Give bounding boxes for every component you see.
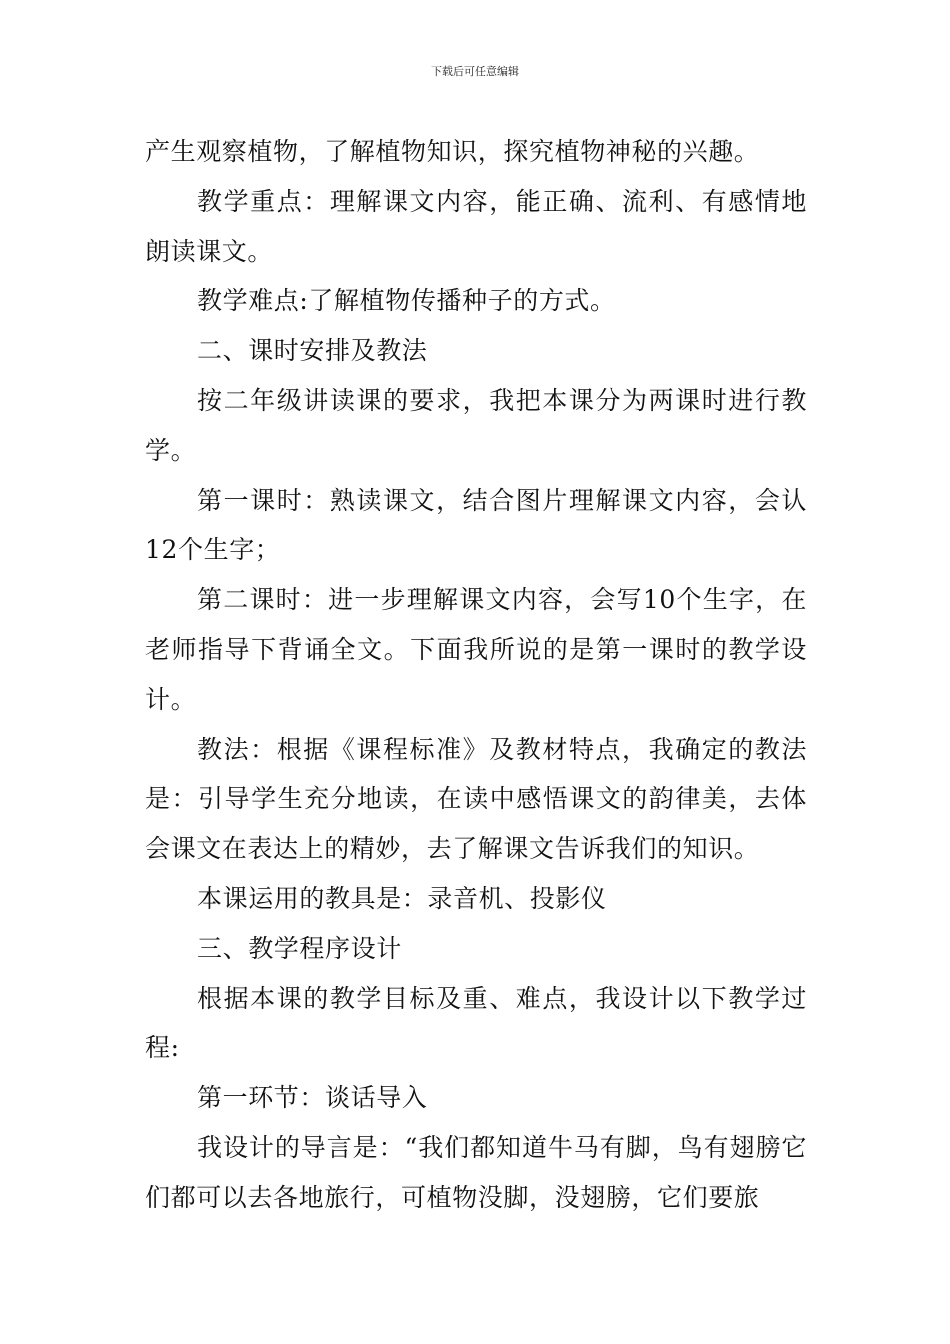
paragraph-introduction: 我设计的导言是：“我们都知道牛马有脚，鸟有翅膀它们都可以去各地旅行，可植物没脚，没翅膀，它们要旅	[145, 1132, 807, 1212]
subsection-heading: 第一环节：谈话导入	[197, 1083, 428, 1113]
paragraph-lesson-2: 第二课时：进一步理解课文内容，会写10个生字，在老师指导下背诵全文。下面我所说的是第一课时的教学设计。	[145, 585, 807, 714]
paragraph-teaching-focus: 教学重点：理解课文内容，能正确、流利、有感情地朗读课文。	[145, 186, 807, 266]
paragraph: 产生观察植物，了解植物知识，探究植物神秘的兴趣。	[145, 137, 760, 166]
document-body	[145, 127, 807, 1223]
paragraph-teaching-difficulty: 教学难点:了解植物传播种子的方式。	[197, 286, 616, 316]
paragraph: 根据本课的教学目标及重、难点，我设计以下教学过程:	[145, 983, 807, 1063]
paragraph-lesson-1: 第一课时：熟读课文，结合图片理解课文内容，会认12个生字；	[145, 485, 807, 565]
paragraph-teaching-aids: 本课运用的教具是：录音机、投影仪	[197, 883, 607, 913]
page-header: 下载后可任意编辑	[431, 65, 519, 78]
section-heading-3: 三、教学程序设计	[197, 933, 402, 963]
section-heading-2: 二、课时安排及教法	[197, 336, 428, 366]
paragraph: 按二年级讲读课的要求，我把本课分为两课时进行教学。	[145, 385, 807, 465]
paragraph-teaching-method: 教法：根据《课程标准》及教材特点，我确定的教法是：引导学生充分地读，在读中感悟课文的韵律美，去体会课文在表达上的精妙，去了解课文告诉我们的知识。	[145, 734, 807, 864]
